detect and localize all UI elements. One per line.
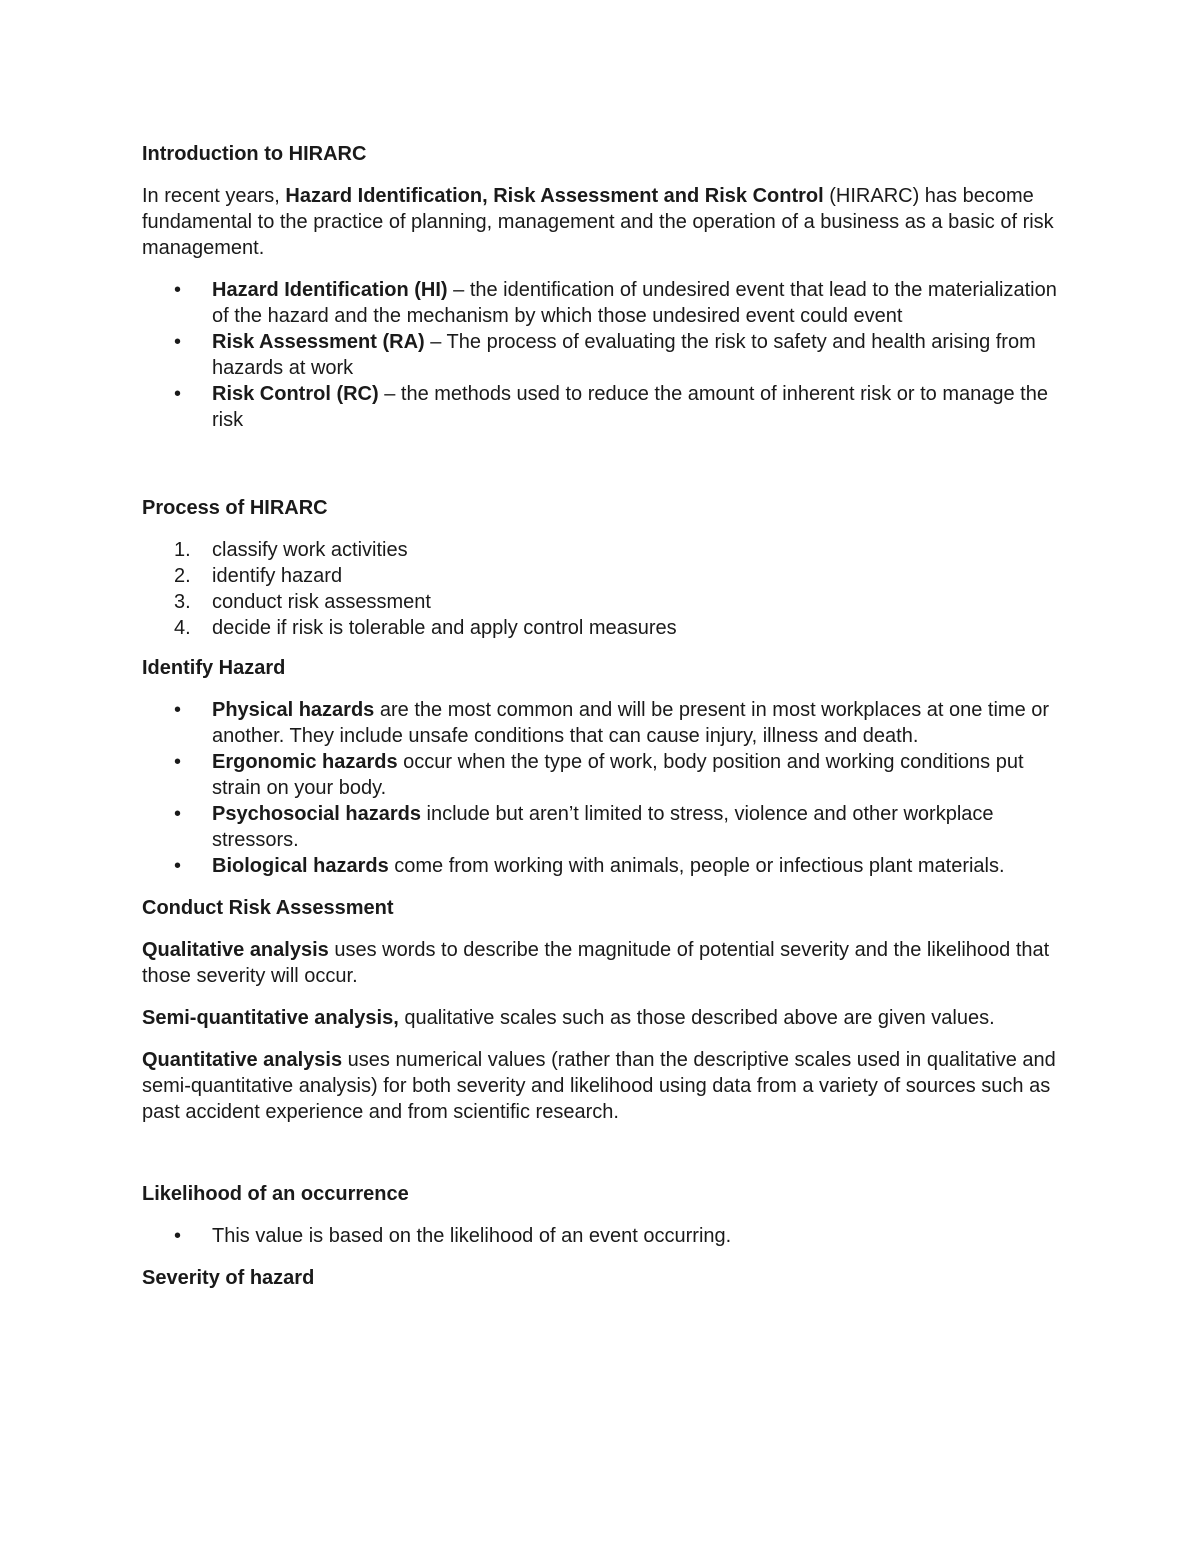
step-number: 3. [174, 591, 191, 613]
list-item [142, 853, 1062, 879]
intro-paragraph [142, 183, 1062, 261]
bullet-term: Risk Assessment (RA) [212, 331, 425, 353]
intro-heading: Introduction to HIRARC [142, 143, 367, 165]
intro-bullet-list [142, 277, 1062, 433]
list-item [142, 537, 1062, 563]
identify-bullet-list [142, 697, 1062, 879]
likelihood-heading: Likelihood of an occurrence [142, 1183, 409, 1205]
step-text: identify hazard [212, 565, 343, 587]
list-item [142, 615, 1062, 641]
bullet-icon: • [174, 855, 182, 877]
bullet-term: Physical hazards [212, 699, 375, 721]
bullet-text: – the identification of undesired event that lead to the materialization of the hazard and the mechanism by which those undesired event could event [212, 279, 1057, 327]
bullet-term: Ergonomic hazards [212, 751, 398, 773]
step-number: 4. [174, 617, 191, 639]
bullet-term: Risk Control (RC) [212, 383, 379, 405]
paragraph-term: Quantitative analysis [142, 1049, 343, 1071]
step-number: 1. [174, 539, 191, 561]
conduct-heading: Conduct Risk Assessment [142, 897, 394, 919]
bullet-text: occur when the type of work, body position and working conditions put strain on your body. [212, 751, 1024, 799]
step-text: decide if risk is tolerable and apply control measures [212, 617, 677, 639]
conduct-paragraph [142, 1047, 1062, 1125]
bullet-text: include but aren’t limited to stress, violence and other workplace stressors. [212, 803, 994, 851]
likelihood-bullet-list [142, 1223, 1062, 1249]
bullet-icon: • [174, 383, 182, 405]
process-step-list [142, 537, 1062, 641]
list-item [142, 749, 1062, 801]
bullet-icon: • [174, 751, 182, 773]
list-item [142, 277, 1062, 329]
paragraph-text: uses numerical values (rather than the descriptive scales used in qualitative and semi-quantitative analysis) for both severity and likelihood using data from a variety of sources such as past accident experience and from scientific research. [142, 1049, 1056, 1123]
bullet-term: Hazard Identification (HI) [212, 279, 448, 301]
document-body [142, 141, 1062, 1291]
intro-text-tail: (HIRARC) has become fundamental to the practice of planning, management and the operation of a business as a basic of risk management. [142, 185, 1054, 259]
paragraph-term: Semi-quantitative analysis, [142, 1007, 399, 1029]
intro-text-lead: In recent years, [142, 185, 286, 207]
conduct-paragraph [142, 1005, 1062, 1031]
paragraph-term: Qualitative analysis [142, 939, 329, 961]
list-item [142, 1223, 1062, 1249]
bullet-icon: • [174, 331, 182, 353]
list-item [142, 329, 1062, 381]
bullet-icon: • [174, 1225, 182, 1247]
bullet-icon: • [174, 803, 182, 825]
process-heading: Process of HIRARC [142, 497, 328, 519]
bullet-text: come from working with animals, people or infectious plant materials. [388, 855, 1005, 877]
list-item [142, 801, 1062, 853]
step-number: 2. [174, 565, 191, 587]
intro-text-bold: Hazard Identification, Risk Assessment and Risk Control [285, 185, 824, 207]
bullet-icon: • [174, 279, 182, 301]
list-item [142, 589, 1062, 615]
step-text: conduct risk assessment [212, 591, 431, 613]
bullet-icon: • [174, 699, 182, 721]
severity-heading: Severity of hazard [142, 1267, 315, 1289]
bullet-term: Biological hazards [212, 855, 389, 877]
bullet-term: Psychosocial hazards [212, 803, 421, 825]
paragraph-text: qualitative scales such as those described above are given values. [398, 1007, 995, 1029]
conduct-paragraph [142, 937, 1062, 989]
list-item [142, 697, 1062, 749]
bullet-text: – The process of evaluating the risk to safety and health arising from hazards at work [212, 331, 1036, 379]
list-item [142, 381, 1062, 433]
bullet-text: – the methods used to reduce the amount of inherent risk or to manage the risk [212, 383, 1048, 431]
identify-heading: Identify Hazard [142, 657, 286, 679]
list-item [142, 563, 1062, 589]
bullet-text: This value is based on the likelihood of an event occurring. [212, 1225, 732, 1247]
bullet-text: are the most common and will be present in most workplaces at one time or another. They include unsafe conditions that can cause injury, illness and death. [212, 699, 1050, 747]
step-text: classify work activities [212, 539, 408, 561]
paragraph-text: uses words to describe the magnitude of potential severity and the likelihood that those severity will occur. [142, 939, 1050, 987]
